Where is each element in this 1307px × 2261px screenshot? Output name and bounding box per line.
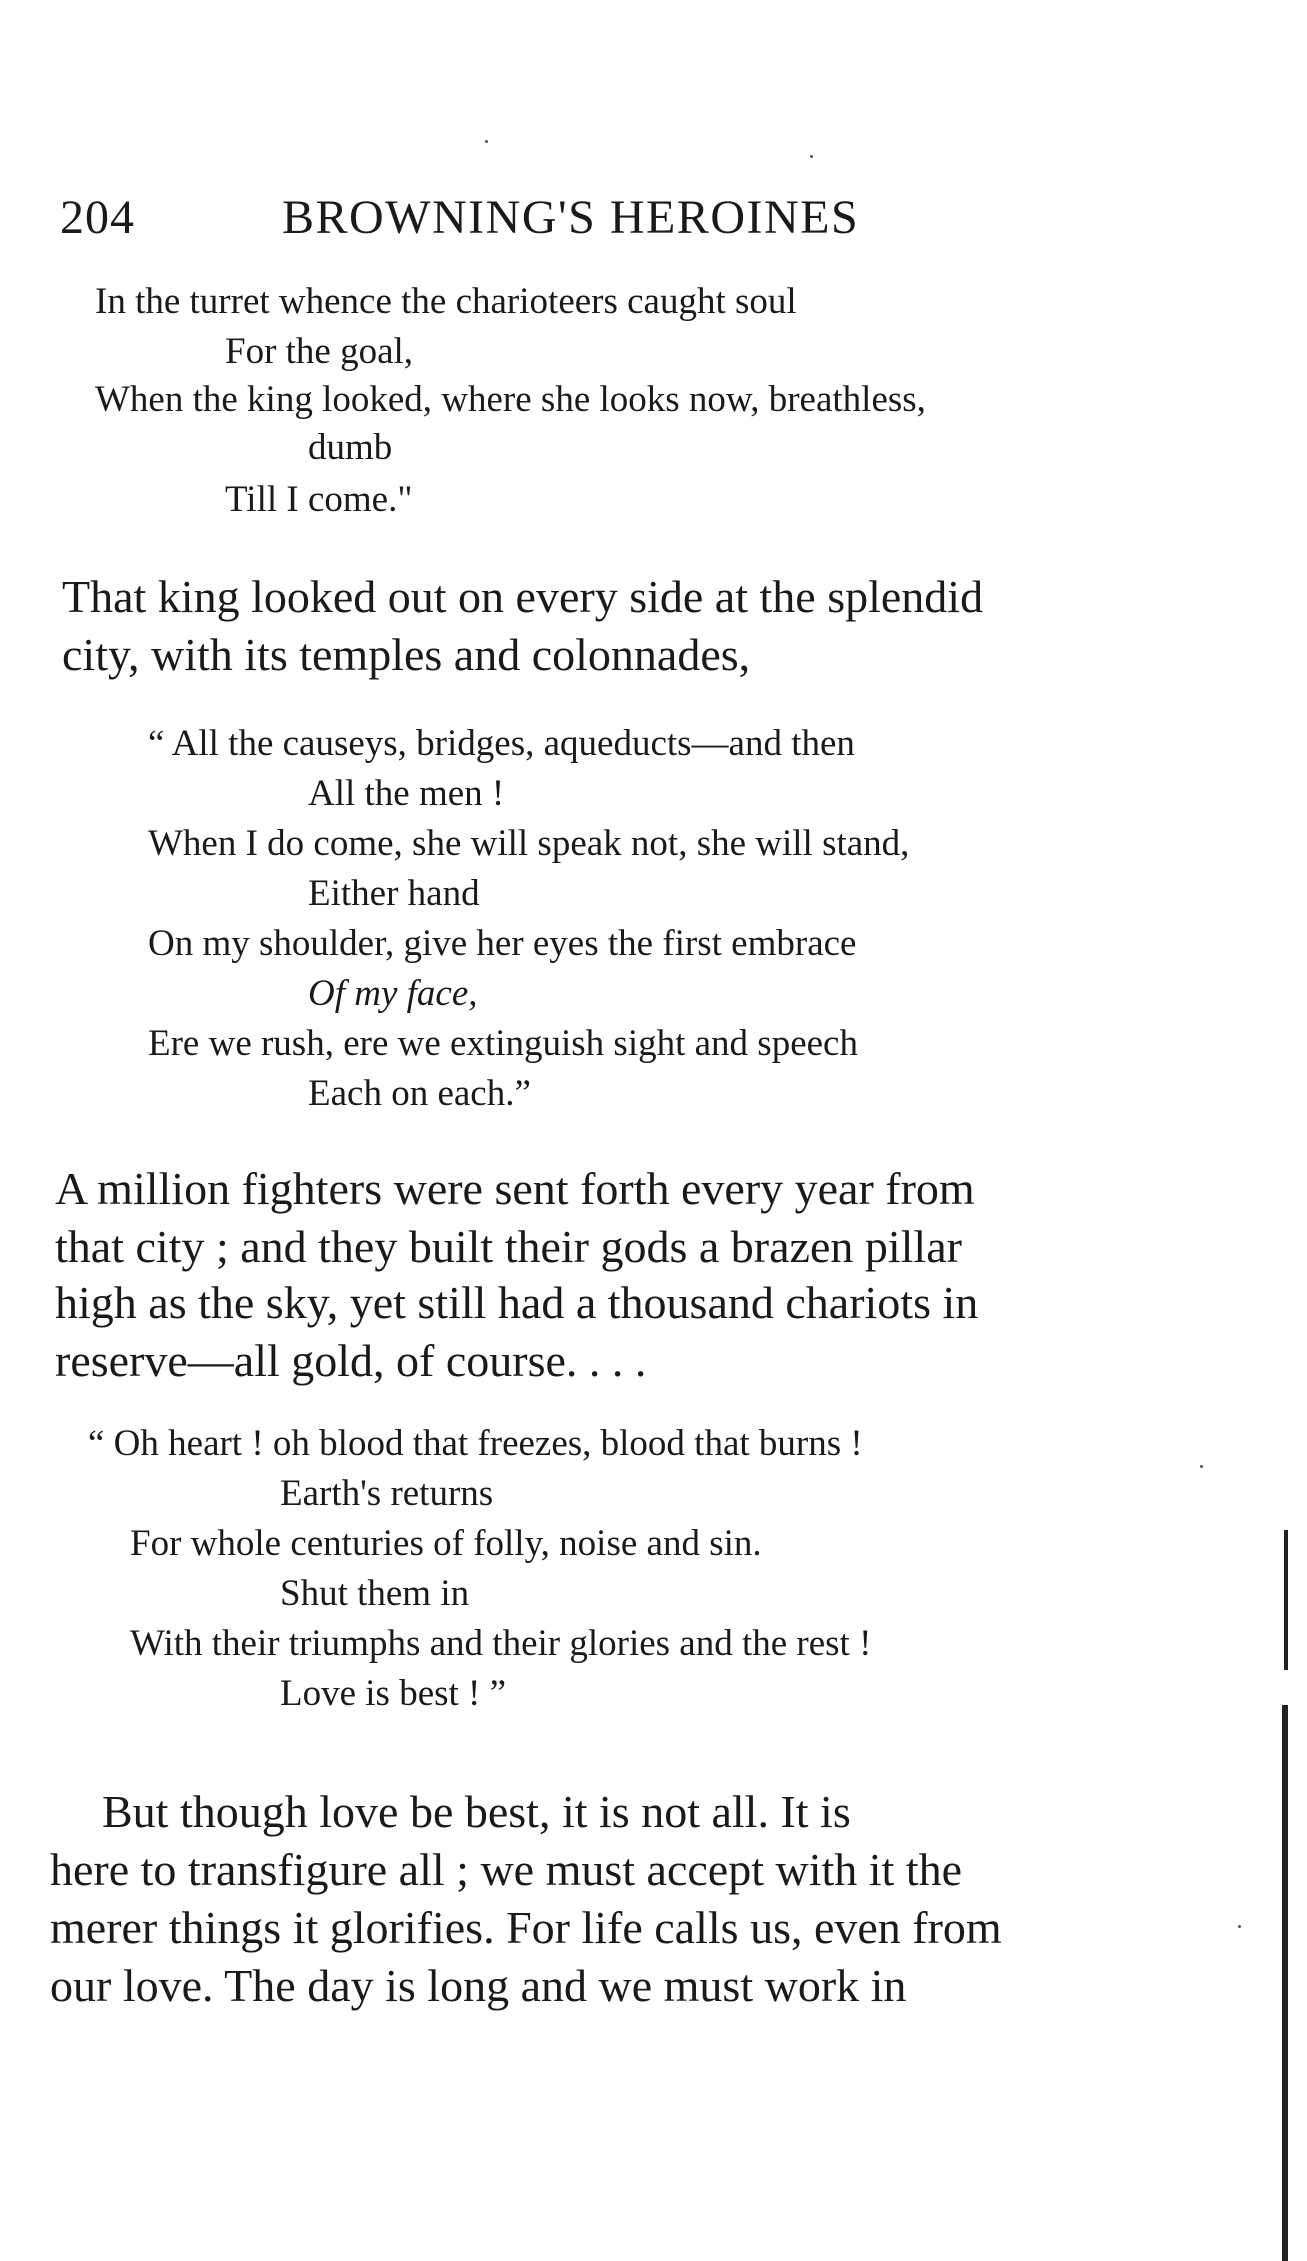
paper-speck <box>485 140 488 143</box>
verse-line: Earth's returns <box>280 1473 494 1514</box>
verse-line: “ All the causeys, bridges, aqueducts—and then <box>148 723 855 764</box>
verse-line: Love is best ! ” <box>280 1673 507 1714</box>
verse-line: Of my face, <box>308 973 478 1014</box>
prose-line: A million fighters were sent forth every year from <box>55 1163 975 1214</box>
paper-speck <box>810 155 813 158</box>
paper-speck <box>1238 1925 1241 1928</box>
running-title: BROWNING'S HEROINES <box>282 191 860 244</box>
verse-line: For whole centuries of folly, noise and sin. <box>130 1523 762 1564</box>
paper-speck <box>1200 1465 1203 1468</box>
prose-line: But though love be best, it is not all. It is <box>102 1786 851 1837</box>
page-number: 204 <box>60 191 135 244</box>
verse-line: With their triumphs and their glories and the rest ! <box>130 1623 872 1664</box>
running-head <box>60 190 1110 250</box>
verse-line: When I do come, she will speak not, she will stand, <box>148 823 910 864</box>
verse-line: “ Oh heart ! oh blood that freezes, blood that burns ! <box>88 1423 863 1464</box>
verse-line: dumb <box>308 427 393 468</box>
page-edge-shadow <box>1282 1705 1288 2261</box>
verse-line: For the goal, <box>225 331 414 372</box>
verse-line: Till I come." <box>225 479 413 520</box>
verse-line: Either hand <box>308 873 480 914</box>
prose-line: here to transfigure all ; we must accept with it the <box>50 1844 963 1895</box>
prose-line: reserve—all gold, of course. . . . <box>55 1335 647 1386</box>
verse-line: Ere we rush, ere we extinguish sight and speech <box>148 1023 858 1064</box>
prose-line: That king looked out on every side at the splendid <box>62 571 984 622</box>
prose-line: merer things it glorifies. For life calls us, even from <box>50 1902 1002 1953</box>
verse-line: Shut them in <box>280 1573 470 1614</box>
verse-line: On my shoulder, give her eyes the first embrace <box>148 923 857 964</box>
verse-line: In the turret whence the charioteers caught soul <box>95 281 797 322</box>
prose-line: city, with its temples and colonnades, <box>62 629 751 680</box>
prose-line: our love. The day is long and we must work in <box>50 1960 907 2011</box>
prose-line: high as the sky, yet still had a thousand chariots in <box>55 1277 979 1328</box>
prose-line: that city ; and they built their gods a brazen pillar <box>55 1221 962 1272</box>
verse-line: All the men ! <box>308 773 505 814</box>
page-edge-shadow <box>1284 1530 1288 1670</box>
verse-line: Each on each.” <box>308 1073 531 1114</box>
verse-line: When the king looked, where she looks now, breathless, <box>95 379 926 420</box>
